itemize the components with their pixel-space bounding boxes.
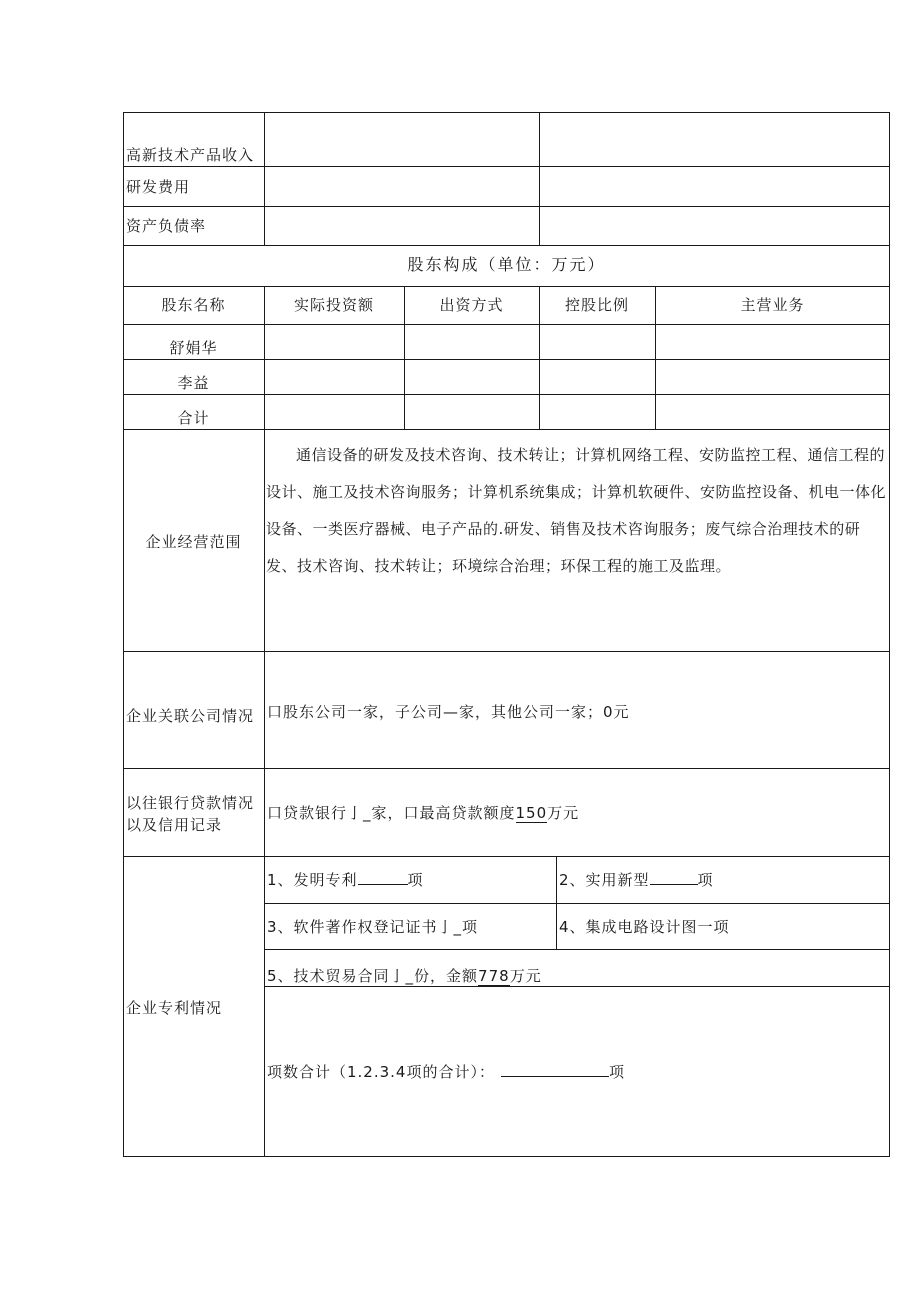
header-holding-ratio: 控股比例: [564, 296, 629, 314]
row-divider: [123, 768, 890, 769]
tech-trade-text-before: 5、技术贸易合同亅_份，金额: [267, 967, 479, 985]
col-divider: [264, 112, 265, 246]
patent-total-label: 项数合计（1.2.3.4项的合计）：: [267, 1063, 495, 1081]
utility-count-blank: [650, 884, 698, 885]
row-divider: [123, 359, 890, 360]
max-loan-amount: 150: [515, 804, 548, 822]
header-actual-investment: 实际投资额: [293, 296, 374, 314]
tech-trade-amount: 778: [478, 967, 510, 985]
bank-loans-text-after: 万元: [547, 804, 580, 822]
shareholder-total: 合计: [177, 409, 210, 427]
patent-item-invention-label: 1、发明专利: [267, 871, 358, 889]
patent-item-invention-unit: 项: [407, 871, 424, 889]
label-rd-expense: 研发费用: [126, 178, 191, 196]
label-patents: 企业专利情况: [126, 999, 223, 1017]
header-shareholder-name: 股东名称: [161, 296, 226, 314]
table-top-border: [123, 112, 890, 113]
row-divider: [123, 651, 890, 652]
business-scope-text: 通信设备的研发及技术咨询、技术转让；计算机网络工程、安防监控工程、通信工程的设计、施工及技术咨询服务；计算机系统集成；计算机软硬件、安防监控设备、机电一体化设备、一类医疗器械、电子产品的.研发、销售及技术咨询服务；废气综合治理技术的研发、技术咨询、技术转让；环境综合治理；环保工程的施工及监理。: [266, 446, 887, 575]
patent-item-software: 3、软件著作权登记证书亅_项: [267, 918, 479, 936]
patent-total-blank: [501, 1076, 609, 1077]
related-companies-text: 口股东公司一家，子公司—家，其他公司一家；0元: [267, 703, 630, 721]
patent-item-invention: [267, 870, 424, 890]
label-hightech-revenue: 高新技术产品收入: [126, 146, 255, 164]
patent-item-ic-design: 4、集成电路设计图一项: [559, 918, 730, 936]
row-divider: [123, 286, 890, 287]
row-divider: [123, 429, 890, 430]
shareholder-name: 舒娟华: [169, 339, 218, 357]
col-divider: [264, 429, 265, 1157]
table-bottom-border: [123, 1156, 890, 1157]
row-divider: [123, 166, 890, 167]
label-bank-loans-line1: 以往银行贷款情况: [126, 794, 255, 812]
label-related-companies: 企业关联公司情况: [126, 707, 255, 725]
bank-loans-text: [267, 803, 579, 823]
patent-item-utility-label: 2、实用新型: [559, 871, 650, 889]
shareholders-title: 股东构成（单位：万元）: [407, 255, 606, 274]
patent-item-utility-unit: 项: [697, 871, 714, 889]
patent-total-unit: 项: [608, 1063, 625, 1081]
patent-item-tech-trade: [267, 966, 542, 986]
row-divider: [264, 986, 890, 987]
header-contribution-method: 出资方式: [439, 296, 504, 314]
row-divider: [123, 206, 890, 207]
label-business-scope: 企业经营范围: [145, 533, 242, 551]
col-divider: [539, 112, 540, 246]
shareholder-name: 李益: [177, 374, 210, 392]
patent-total: [267, 1062, 625, 1082]
col-divider: [556, 856, 557, 950]
label-debt-ratio: 资产负债率: [126, 217, 207, 235]
bank-loans-text-before: 口贷款银行亅_家，口最高贷款额度: [267, 804, 516, 822]
invention-count-blank: [358, 884, 408, 885]
tech-trade-text-after: 万元: [509, 967, 542, 985]
header-main-business: 主营业务: [740, 296, 805, 314]
row-divider: [123, 245, 890, 246]
row-divider: [264, 949, 890, 950]
row-divider: [264, 903, 890, 904]
row-divider: [123, 394, 890, 395]
label-bank-loans-line2: 以及信用记录: [126, 816, 223, 834]
row-divider: [123, 856, 890, 857]
row-divider: [123, 324, 890, 325]
patent-item-utility: [559, 870, 714, 890]
